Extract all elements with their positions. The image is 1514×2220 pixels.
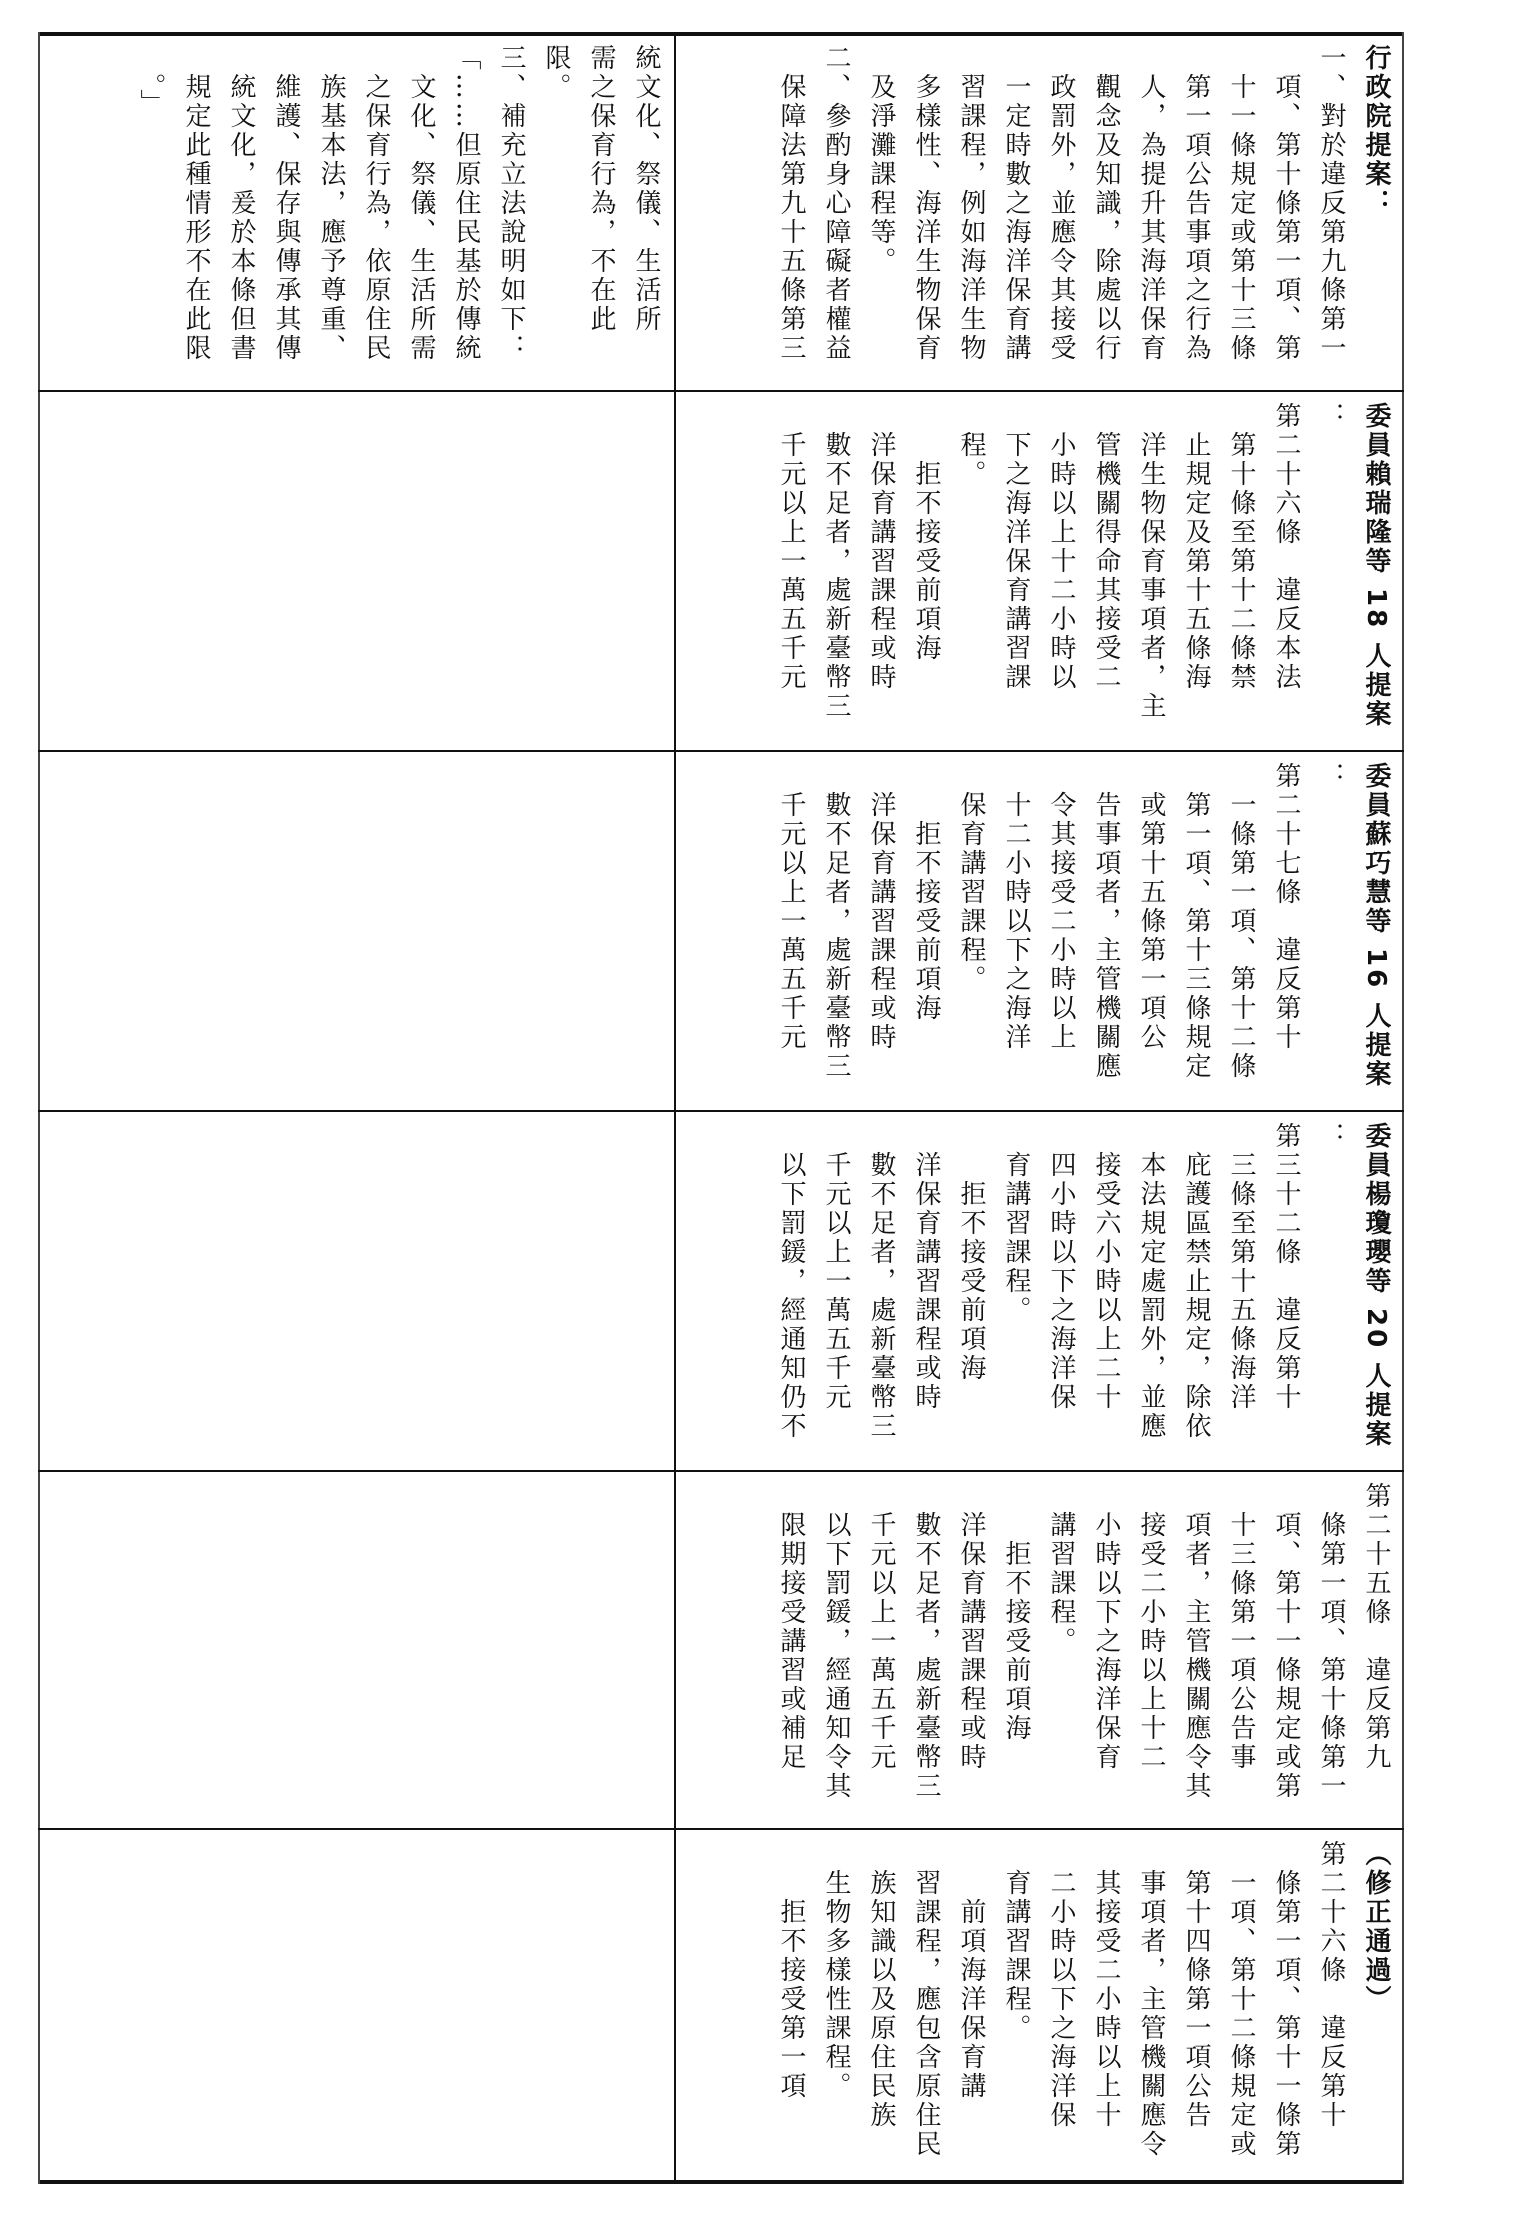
text-line: 二小時以下之海洋保 xyxy=(1046,1840,1076,2130)
table-bottom-rule xyxy=(38,2180,1404,2184)
text-line: 洋保育講習課程或時 xyxy=(911,1122,941,1412)
text-line: ： xyxy=(1316,1122,1346,1151)
text-line: 條第一項、第十條第一 xyxy=(1316,1482,1346,1801)
text-line: 習課程，例如海洋生物 xyxy=(956,44,986,363)
text-line: 政罰外，並應令其接受 xyxy=(1046,44,1076,363)
text-line: 限期接受講習或補足 xyxy=(776,1482,806,1772)
text-line: 十二小時以下之海洋 xyxy=(1001,762,1031,1052)
cell-row3-right xyxy=(682,762,1398,1104)
text-line: 十三條第一項公告事 xyxy=(1226,1482,1256,1772)
text-line: 三、補充立法說明如下： xyxy=(496,44,526,363)
text-line: 族知識以及原住民族 xyxy=(866,1840,896,2130)
text-line: 第一項公告事項之行為 xyxy=(1181,44,1211,363)
row-divider xyxy=(38,1110,1404,1112)
cell-heading: 委員楊瓊瓔等 20 人提案 xyxy=(1361,1122,1391,1450)
text-line: 十一條規定或第十三條 xyxy=(1226,44,1256,363)
table-top-rule xyxy=(38,32,1404,36)
text-line: 洋保育講習課程或時 xyxy=(956,1482,986,1772)
table-right-rule xyxy=(1402,32,1404,2184)
text-line: 千元以上一萬五千元 xyxy=(776,402,806,692)
text-line: 。」 xyxy=(136,44,166,118)
text-line: 數不足者，處新臺幣三 xyxy=(866,1122,896,1441)
text-line: 其接受二小時以上十 xyxy=(1091,1840,1121,2130)
text-line: 管機關得命其接受二 xyxy=(1091,402,1121,692)
cell-heading: 行政院提案： xyxy=(1361,44,1391,218)
text-line: 洋保育講習課程或時 xyxy=(866,402,896,692)
text-line: 拒不接受前項海 xyxy=(956,1122,986,1383)
text-line: 統文化、祭儀、生活所 xyxy=(631,44,661,334)
cell-heading: 委員賴瑞隆等 18 人提案 xyxy=(1361,402,1391,730)
text-line: 「……但原住民基於傳統 xyxy=(451,44,481,363)
text-line: 第二十六條 違反本法 xyxy=(1271,402,1301,692)
text-line: 庇護區禁止規定，除依 xyxy=(1181,1122,1211,1441)
text-line: ： xyxy=(1316,762,1346,791)
text-line: 觀念及知識，除處以行 xyxy=(1091,44,1121,363)
text-line: 程。 xyxy=(956,402,986,489)
text-line: 令其接受二小時以上 xyxy=(1046,762,1076,1052)
text-line: 文化、祭儀、生活所需 xyxy=(406,44,436,363)
text-line: 小時以下之海洋保育 xyxy=(1091,1482,1121,1772)
text-line: 習課程，應包含原住民 xyxy=(911,1840,941,2159)
text-line: 拒不接受前項海 xyxy=(911,762,941,1023)
text-line: 一項、第十二條規定或 xyxy=(1226,1840,1256,2159)
text-line: 規定此種情形不在此限 xyxy=(181,44,211,363)
text-line: 以下罰鍰，經通知仍不 xyxy=(776,1122,806,1441)
text-line: 一條第一項、第十二條 xyxy=(1226,762,1256,1081)
text-line: 保障法第九十五條第三 xyxy=(776,44,806,363)
text-line: 保育講習課程。 xyxy=(956,762,986,994)
cell-row5-right xyxy=(682,1482,1398,1822)
text-line: 以下罰鍰，經通知令其 xyxy=(821,1482,851,1801)
text-line: 第十條至第十二條禁 xyxy=(1226,402,1256,692)
text-line: 需之保育行為，不在此 xyxy=(586,44,616,334)
text-line: 千元以上一萬五千元 xyxy=(821,1122,851,1412)
text-line: 族基本法，應予尊重、 xyxy=(316,44,346,363)
text-line: 本法規定處罰外，並應 xyxy=(1136,1122,1166,1441)
cell-row4-right xyxy=(682,1122,1398,1464)
text-line: 千元以上一萬五千元 xyxy=(866,1482,896,1772)
cell-row1-left xyxy=(44,44,668,384)
text-line: 育講習課程。 xyxy=(1001,1122,1031,1325)
text-line: 一定時數之海洋保育講 xyxy=(1001,44,1031,363)
text-line: 拒不接受第一項 xyxy=(776,1840,806,2101)
text-line: 告事項者，主管機關應 xyxy=(1091,762,1121,1081)
text-line: 拒不接受前項海 xyxy=(1001,1482,1031,1743)
text-line: 四小時以下之海洋保 xyxy=(1046,1122,1076,1412)
text-line: 人，為提升其海洋保育 xyxy=(1136,44,1166,363)
text-line: 拒不接受前項海 xyxy=(911,402,941,663)
text-line: 之保育行為，依原住民 xyxy=(361,44,391,363)
text-line: 千元以上一萬五千元 xyxy=(776,762,806,1052)
text-line: 項、第十條第一項、第 xyxy=(1271,44,1301,363)
row-divider xyxy=(38,390,1404,392)
cell-row2-right xyxy=(682,402,1398,744)
table-left-rule xyxy=(38,32,40,2184)
text-line: 或第十五條第一項公 xyxy=(1136,762,1166,1052)
text-line: ： xyxy=(1316,402,1346,431)
text-line: 及淨灘課程等。 xyxy=(866,44,896,276)
text-line: 第一項、第十三條規定 xyxy=(1181,762,1211,1081)
text-line: 第二十五條 違反第九 xyxy=(1361,1482,1391,1772)
text-line: 生物多樣性課程。 xyxy=(821,1840,851,2101)
column-divider xyxy=(674,32,676,2184)
text-line: 接受二小時以上十二 xyxy=(1136,1482,1166,1772)
text-line: 第二十七條 違反第十 xyxy=(1271,762,1301,1052)
text-line: 統文化，爰於本條但書 xyxy=(226,44,256,363)
text-line: 一、對於違反第九條第一 xyxy=(1316,44,1346,363)
text-line: 育講習課程。 xyxy=(1001,1840,1031,2043)
text-line: 洋保育講習課程或時 xyxy=(866,762,896,1052)
cell-heading: （修正通過） xyxy=(1361,1840,1391,2014)
row-divider xyxy=(38,1828,1404,1830)
row-divider xyxy=(38,750,1404,752)
text-line: 下之海洋保育講習課 xyxy=(1001,402,1031,692)
cell-row6-right xyxy=(682,1840,1398,2174)
text-line: 第三十二條 違反第十 xyxy=(1271,1122,1301,1412)
text-line: 數不足者，處新臺幣三 xyxy=(911,1482,941,1801)
text-line: 接受六小時以上二十 xyxy=(1091,1122,1121,1412)
text-line: 前項海洋保育講 xyxy=(956,1840,986,2101)
text-line: 洋生物保育事項者，主 xyxy=(1136,402,1166,721)
text-line: 數不足者，處新臺幣三 xyxy=(821,762,851,1081)
text-line: 條第一項、第十一條第 xyxy=(1271,1840,1301,2159)
text-line: 限。 xyxy=(541,44,571,102)
text-line: 三條至第十五條海洋 xyxy=(1226,1122,1256,1412)
cell-heading: 委員蘇巧慧等 16 人提案 xyxy=(1361,762,1391,1090)
text-line: 小時以上十二小時以 xyxy=(1046,402,1076,692)
text-line: 二、參酌身心障礙者權益 xyxy=(821,44,851,363)
text-line: 第二十六條 違反第十 xyxy=(1316,1840,1346,2130)
text-line: 項、第十一條規定或第 xyxy=(1271,1482,1301,1801)
text-line: 數不足者，處新臺幣三 xyxy=(821,402,851,721)
text-line: 講習課程。 xyxy=(1046,1482,1076,1656)
text-line: 第十四條第一項公告 xyxy=(1181,1840,1211,2130)
text-line: 多樣性、海洋生物保育 xyxy=(911,44,941,363)
text-line: 項者，主管機關應令其 xyxy=(1181,1482,1211,1801)
text-line: 止規定及第十五條海 xyxy=(1181,402,1211,692)
cell-row1-right xyxy=(682,44,1398,384)
text-line: 維護、保存與傳承其傳 xyxy=(271,44,301,363)
text-line: 事項者，主管機關應令 xyxy=(1136,1840,1166,2159)
row-divider xyxy=(38,1470,1404,1472)
